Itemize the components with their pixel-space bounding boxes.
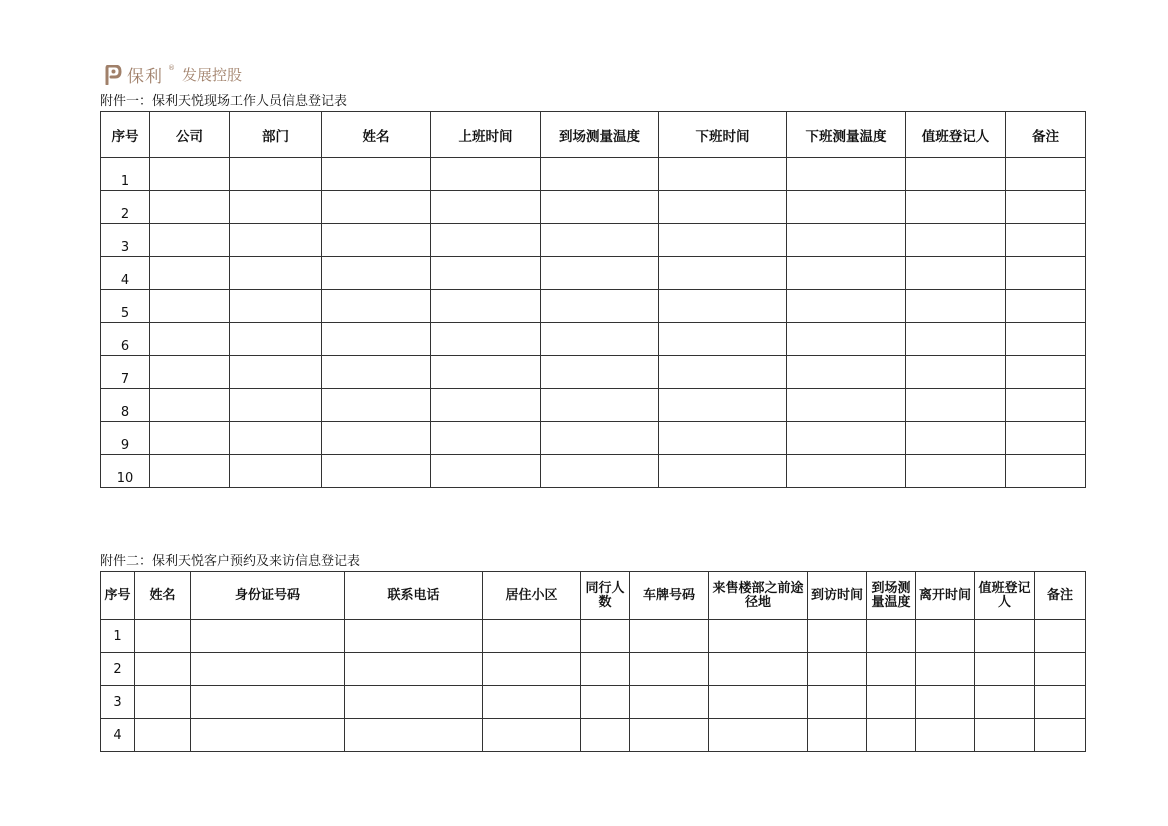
blank-entry-cell[interactable] xyxy=(581,620,630,653)
blank-entry-cell[interactable] xyxy=(322,389,431,422)
blank-entry-cell[interactable] xyxy=(1006,191,1086,224)
blank-entry-cell[interactable] xyxy=(345,686,483,719)
blank-entry-cell[interactable] xyxy=(322,257,431,290)
blank-entry-cell[interactable] xyxy=(483,653,581,686)
blank-entry-cell[interactable] xyxy=(916,620,975,653)
blank-entry-cell[interactable] xyxy=(230,356,322,389)
table-row xyxy=(101,191,1086,224)
blank-entry-cell[interactable] xyxy=(191,719,345,752)
blank-entry-cell[interactable] xyxy=(659,422,787,455)
table2-header-cell: 同行人数 xyxy=(581,572,630,620)
blank-entry-cell[interactable] xyxy=(630,620,709,653)
table1-header-row xyxy=(101,112,1086,158)
blank-entry-cell[interactable] xyxy=(787,257,906,290)
blank-entry-cell[interactable] xyxy=(541,356,659,389)
blank-entry-cell[interactable] xyxy=(659,257,787,290)
table1-header-cell: 下班时间 xyxy=(659,112,787,158)
table2-header-cell: 序号 xyxy=(101,572,135,620)
table-row xyxy=(101,719,1086,752)
blank-entry-cell[interactable] xyxy=(541,158,659,191)
blank-entry-cell[interactable] xyxy=(808,719,867,752)
table-row xyxy=(101,389,1086,422)
blank-entry-cell[interactable] xyxy=(431,158,541,191)
row-number-cell: 9 xyxy=(101,422,150,455)
table2-header-cell: 车牌号码 xyxy=(630,572,709,620)
blank-entry-cell[interactable] xyxy=(230,422,322,455)
visitor-register-table xyxy=(100,571,1086,752)
blank-entry-cell[interactable] xyxy=(345,719,483,752)
blank-entry-cell[interactable] xyxy=(431,389,541,422)
table1-header-cell: 公司 xyxy=(150,112,230,158)
blank-entry-cell[interactable] xyxy=(581,653,630,686)
table1-header-cell: 下班测量温度 xyxy=(787,112,906,158)
table-row xyxy=(101,653,1086,686)
blank-entry-cell[interactable] xyxy=(230,389,322,422)
blank-entry-cell[interactable] xyxy=(906,389,1006,422)
blank-entry-cell[interactable] xyxy=(431,422,541,455)
blank-entry-cell[interactable] xyxy=(808,620,867,653)
blank-entry-cell[interactable] xyxy=(230,290,322,323)
blank-entry-cell[interactable] xyxy=(431,356,541,389)
blank-entry-cell[interactable] xyxy=(1006,257,1086,290)
blank-entry-cell[interactable] xyxy=(541,224,659,257)
row-number-cell: 7 xyxy=(101,356,150,389)
blank-entry-cell[interactable] xyxy=(808,686,867,719)
blank-entry-cell[interactable] xyxy=(916,719,975,752)
blank-entry-cell[interactable] xyxy=(709,686,808,719)
blank-entry-cell[interactable] xyxy=(431,455,541,488)
table-row xyxy=(101,620,1086,653)
table2-header-cell: 到场测量温度 xyxy=(867,572,916,620)
blank-entry-cell[interactable] xyxy=(581,719,630,752)
blank-entry-cell[interactable] xyxy=(322,224,431,257)
row-number-cell: 4 xyxy=(101,719,135,752)
blank-entry-cell[interactable] xyxy=(191,620,345,653)
blank-entry-cell[interactable] xyxy=(630,686,709,719)
blank-entry-cell[interactable] xyxy=(541,422,659,455)
blank-entry-cell[interactable] xyxy=(1006,323,1086,356)
table1-header-cell: 到场测量温度 xyxy=(541,112,659,158)
blank-entry-cell[interactable] xyxy=(867,686,916,719)
blank-entry-cell[interactable] xyxy=(630,653,709,686)
blank-entry-cell[interactable] xyxy=(1006,290,1086,323)
blank-entry-cell[interactable] xyxy=(191,686,345,719)
logo-brand: 保利 xyxy=(127,67,163,87)
blank-entry-cell[interactable] xyxy=(322,191,431,224)
blank-entry-cell[interactable] xyxy=(975,719,1035,752)
row-number-cell: 2 xyxy=(101,653,135,686)
blank-entry-cell[interactable] xyxy=(906,257,1006,290)
blank-entry-cell[interactable] xyxy=(322,356,431,389)
table2-header-row xyxy=(101,572,1086,620)
blank-entry-cell[interactable] xyxy=(230,158,322,191)
blank-entry-cell[interactable] xyxy=(150,422,230,455)
blank-entry-cell[interactable] xyxy=(150,290,230,323)
blank-entry-cell[interactable] xyxy=(906,191,1006,224)
blank-entry-cell[interactable] xyxy=(483,719,581,752)
blank-entry-cell[interactable] xyxy=(431,323,541,356)
blank-entry-cell[interactable] xyxy=(787,455,906,488)
blank-entry-cell[interactable] xyxy=(150,257,230,290)
blank-entry-cell[interactable] xyxy=(135,620,191,653)
table1-header-cell: 上班时间 xyxy=(431,112,541,158)
blank-entry-cell[interactable] xyxy=(787,422,906,455)
table2-header-cell: 离开时间 xyxy=(916,572,975,620)
table2-header-cell: 身份证号码 xyxy=(191,572,345,620)
blank-entry-cell[interactable] xyxy=(150,224,230,257)
row-number-cell: 1 xyxy=(101,158,150,191)
blank-entry-cell[interactable] xyxy=(659,158,787,191)
blank-entry-cell[interactable] xyxy=(1035,686,1086,719)
blank-entry-cell[interactable] xyxy=(709,719,808,752)
blank-entry-cell[interactable] xyxy=(135,653,191,686)
blank-entry-cell[interactable] xyxy=(975,686,1035,719)
row-number-cell: 6 xyxy=(101,323,150,356)
blank-entry-cell[interactable] xyxy=(659,224,787,257)
blank-entry-cell[interactable] xyxy=(541,323,659,356)
blank-entry-cell[interactable] xyxy=(431,257,541,290)
blank-entry-cell[interactable] xyxy=(191,653,345,686)
blank-entry-cell[interactable] xyxy=(135,719,191,752)
blank-entry-cell[interactable] xyxy=(150,455,230,488)
blank-entry-cell[interactable] xyxy=(916,686,975,719)
blank-entry-cell[interactable] xyxy=(906,356,1006,389)
blank-entry-cell[interactable] xyxy=(709,620,808,653)
row-number-cell: 3 xyxy=(101,224,150,257)
row-number-cell: 5 xyxy=(101,290,150,323)
blank-entry-cell[interactable] xyxy=(1035,620,1086,653)
blank-entry-cell[interactable] xyxy=(230,191,322,224)
blank-entry-cell[interactable] xyxy=(787,290,906,323)
blank-entry-cell[interactable] xyxy=(906,224,1006,257)
blank-entry-cell[interactable] xyxy=(659,389,787,422)
row-number-cell: 4 xyxy=(101,257,150,290)
blank-entry-cell[interactable] xyxy=(1006,224,1086,257)
blank-entry-cell[interactable] xyxy=(431,224,541,257)
table2-header-cell: 联系电话 xyxy=(345,572,483,620)
blank-entry-cell[interactable] xyxy=(1006,389,1086,422)
blank-entry-cell[interactable] xyxy=(230,257,322,290)
blank-entry-cell[interactable] xyxy=(150,323,230,356)
blank-entry-cell[interactable] xyxy=(150,191,230,224)
row-number-cell: 8 xyxy=(101,389,150,422)
blank-entry-cell[interactable] xyxy=(483,686,581,719)
blank-entry-cell[interactable] xyxy=(345,620,483,653)
table2-header-cell: 姓名 xyxy=(135,572,191,620)
blank-entry-cell[interactable] xyxy=(322,323,431,356)
blank-entry-cell[interactable] xyxy=(541,191,659,224)
blank-entry-cell[interactable] xyxy=(541,257,659,290)
blank-entry-cell[interactable] xyxy=(150,389,230,422)
company-logo xyxy=(104,62,242,87)
blank-entry-cell[interactable] xyxy=(322,290,431,323)
table-row xyxy=(101,356,1086,389)
blank-entry-cell[interactable] xyxy=(541,389,659,422)
blank-entry-cell[interactable] xyxy=(322,422,431,455)
blank-entry-cell[interactable] xyxy=(541,290,659,323)
blank-entry-cell[interactable] xyxy=(787,191,906,224)
blank-entry-cell[interactable] xyxy=(659,356,787,389)
blank-entry-cell[interactable] xyxy=(787,356,906,389)
blank-entry-cell[interactable] xyxy=(322,455,431,488)
row-number-cell: 2 xyxy=(101,191,150,224)
blank-entry-cell[interactable] xyxy=(581,686,630,719)
blank-entry-cell[interactable] xyxy=(916,653,975,686)
row-number-cell: 3 xyxy=(101,686,135,719)
table-row xyxy=(101,686,1086,719)
table-row xyxy=(101,158,1086,191)
blank-entry-cell[interactable] xyxy=(322,158,431,191)
table2-header-cell: 值班登记人 xyxy=(975,572,1035,620)
logo-subtitle: 发展控股 xyxy=(182,66,243,84)
table-row xyxy=(101,290,1086,323)
blank-entry-cell[interactable] xyxy=(150,356,230,389)
table-row xyxy=(101,422,1086,455)
row-number-cell: 10 xyxy=(101,455,150,488)
table1-caption: 附件一：保利天悦现场工作人员信息登记表 xyxy=(100,94,348,109)
blank-entry-cell[interactable] xyxy=(135,686,191,719)
blank-entry-cell[interactable] xyxy=(150,158,230,191)
table-row xyxy=(101,224,1086,257)
staff-register-table xyxy=(100,111,1086,488)
blank-entry-cell[interactable] xyxy=(808,653,867,686)
blank-entry-cell[interactable] xyxy=(906,455,1006,488)
blank-entry-cell[interactable] xyxy=(659,455,787,488)
blank-entry-cell[interactable] xyxy=(431,290,541,323)
blank-entry-cell[interactable] xyxy=(867,620,916,653)
blank-entry-cell[interactable] xyxy=(483,620,581,653)
table1-header-cell: 部门 xyxy=(230,112,322,158)
blank-entry-cell[interactable] xyxy=(1006,455,1086,488)
table1-header-cell: 序号 xyxy=(101,112,150,158)
blank-entry-cell[interactable] xyxy=(659,290,787,323)
blank-entry-cell[interactable] xyxy=(541,455,659,488)
blank-entry-cell[interactable] xyxy=(1035,653,1086,686)
logo-registered-mark: ® xyxy=(168,63,175,72)
table2-header-cell: 来售楼部之前途径地 xyxy=(709,572,808,620)
blank-entry-cell[interactable] xyxy=(906,323,1006,356)
blank-entry-cell[interactable] xyxy=(787,158,906,191)
table2-header-cell: 居住小区 xyxy=(483,572,581,620)
blank-entry-cell[interactable] xyxy=(787,389,906,422)
blank-entry-cell[interactable] xyxy=(630,719,709,752)
poly-logo-icon xyxy=(104,65,122,85)
blank-entry-cell[interactable] xyxy=(867,653,916,686)
blank-entry-cell[interactable] xyxy=(1006,422,1086,455)
blank-entry-cell[interactable] xyxy=(1035,719,1086,752)
blank-entry-cell[interactable] xyxy=(906,422,1006,455)
blank-entry-cell[interactable] xyxy=(659,323,787,356)
blank-entry-cell[interactable] xyxy=(659,191,787,224)
blank-entry-cell[interactable] xyxy=(230,224,322,257)
table1-header-cell: 备注 xyxy=(1006,112,1086,158)
blank-entry-cell[interactable] xyxy=(1006,158,1086,191)
blank-entry-cell[interactable] xyxy=(906,290,1006,323)
blank-entry-cell[interactable] xyxy=(787,323,906,356)
blank-entry-cell[interactable] xyxy=(1006,356,1086,389)
blank-entry-cell[interactable] xyxy=(709,653,808,686)
blank-entry-cell[interactable] xyxy=(975,620,1035,653)
blank-entry-cell[interactable] xyxy=(975,653,1035,686)
table1-header-cell: 姓名 xyxy=(322,112,431,158)
blank-entry-cell[interactable] xyxy=(867,719,916,752)
blank-entry-cell[interactable] xyxy=(431,191,541,224)
blank-entry-cell[interactable] xyxy=(906,158,1006,191)
table-row xyxy=(101,323,1086,356)
blank-entry-cell[interactable] xyxy=(345,653,483,686)
blank-entry-cell[interactable] xyxy=(230,455,322,488)
table2-header-cell: 到访时间 xyxy=(808,572,867,620)
table-row xyxy=(101,455,1086,488)
row-number-cell: 1 xyxy=(101,620,135,653)
table-row xyxy=(101,257,1086,290)
table2-caption: 附件二：保利天悦客户预约及来访信息登记表 xyxy=(100,554,361,569)
blank-entry-cell[interactable] xyxy=(230,323,322,356)
table1-header-cell: 值班登记人 xyxy=(906,112,1006,158)
blank-entry-cell[interactable] xyxy=(787,224,906,257)
table2-header-cell: 备注 xyxy=(1035,572,1086,620)
